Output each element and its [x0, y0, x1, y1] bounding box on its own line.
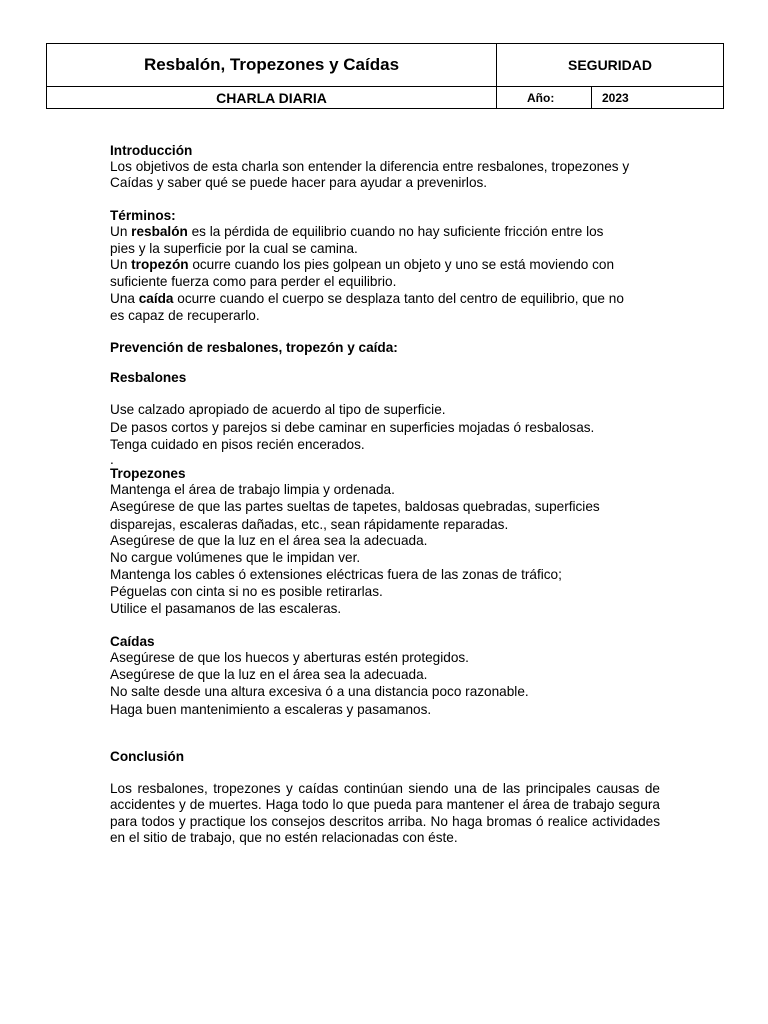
term-tropezon: Un tropezón ocurre cuando los pies golpean un objeto y uno se está moviendo con	[110, 257, 615, 273]
list-item-cont: Péguelas con cinta si no es posible retirarlas.	[110, 584, 383, 600]
term-word: resbalón	[131, 223, 188, 239]
term-tropezon-cont: suficiente fuerza como para perder el equilibrio.	[110, 274, 397, 290]
term-word: caída	[138, 290, 174, 306]
intro-text-line: Los objetivos de esta charla son entender la diferencia entre resbalones, tropezones y	[110, 159, 630, 175]
list-item: Haga buen mantenimiento a escaleras y pasamanos.	[110, 701, 432, 717]
list-item: Asegúrese de que las partes sueltas de tapetes, baldosas quebradas, superficies	[110, 499, 600, 515]
term-caida: Una caída ocurre cuando el cuerpo se desplaza tanto del centro de equilibrio, que no	[110, 290, 624, 306]
conclusion-heading: Conclusión	[110, 748, 185, 764]
stray-dot: .	[110, 452, 114, 468]
list-item: Use calzado apropiado de acuerdo al tipo de superficie.	[110, 402, 446, 418]
caidas-heading: Caídas	[110, 633, 155, 649]
list-item: Asegúrese de que la luz en el área sea la adecuada.	[110, 667, 428, 683]
list-item: Mantenga los cables ó extensiones eléctricas fuera de las zonas de tráfico;	[110, 567, 562, 583]
list-item-cont: disparejas, escaleras dañadas, etc., sean rápidamente reparadas.	[110, 516, 509, 532]
year-label: Año:	[497, 87, 592, 109]
list-item: De pasos cortos y parejos si debe caminar en superficies mojadas ó resbalosas.	[110, 419, 595, 435]
term-resbalon: Un resbalón es la pérdida de equilibrio cuando no hay suficiente fricción entre los	[110, 223, 604, 239]
year-value: 2023	[592, 87, 724, 109]
list-item: Asegúrese de que la luz en el área sea la adecuada.	[110, 532, 428, 548]
list-item: Asegúrese de que los huecos y aberturas estén protegidos.	[110, 650, 469, 666]
list-item: No cargue volúmenes que le impidan ver.	[110, 550, 361, 566]
document-body	[110, 143, 660, 846]
term-word: tropezón	[131, 257, 189, 273]
intro-heading: Introducción	[110, 143, 193, 158]
category-label: SEGURIDAD	[497, 44, 724, 87]
prevention-heading: Prevención de resbalones, tropezón y caída:	[110, 340, 398, 356]
intro-text-line: Caídas y saber qué se puede hacer para ayudar a prevenirlos.	[110, 175, 488, 191]
conclusion-text: Los resbalones, tropezones y caídas continúan siendo una de las principales causas de accidentes y de muertes. Haga todo lo que pueda para mantener el área de trabajo segura para todos y practique los consejos descritos arriba. No haga bromas ó realice actividades en el sitio de trabajo, que no estén relacionadas con éste.	[110, 781, 660, 845]
document-title: Resbalón, Tropezones y Caídas	[47, 44, 497, 87]
resbalones-heading: Resbalones	[110, 370, 187, 386]
list-item: No salte desde una altura excesiva ó a una distancia poco razonable.	[110, 684, 529, 700]
list-item: Mantenga el área de trabajo limpia y ordenada.	[110, 482, 395, 498]
subtitle-label: CHARLA DIARIA	[47, 87, 497, 109]
terms-heading: Términos:	[110, 207, 176, 223]
term-resbalon-cont: pies y la superficie por la cual se camina.	[110, 241, 358, 257]
tropezones-heading: Tropezones	[110, 466, 186, 482]
header-table	[46, 43, 724, 109]
list-item: Tenga cuidado en pisos recién encerados.	[110, 436, 365, 452]
list-item: Utilice el pasamanos de las escaleras.	[110, 600, 342, 616]
term-caida-cont: es capaz de recuperarlo.	[110, 307, 260, 323]
